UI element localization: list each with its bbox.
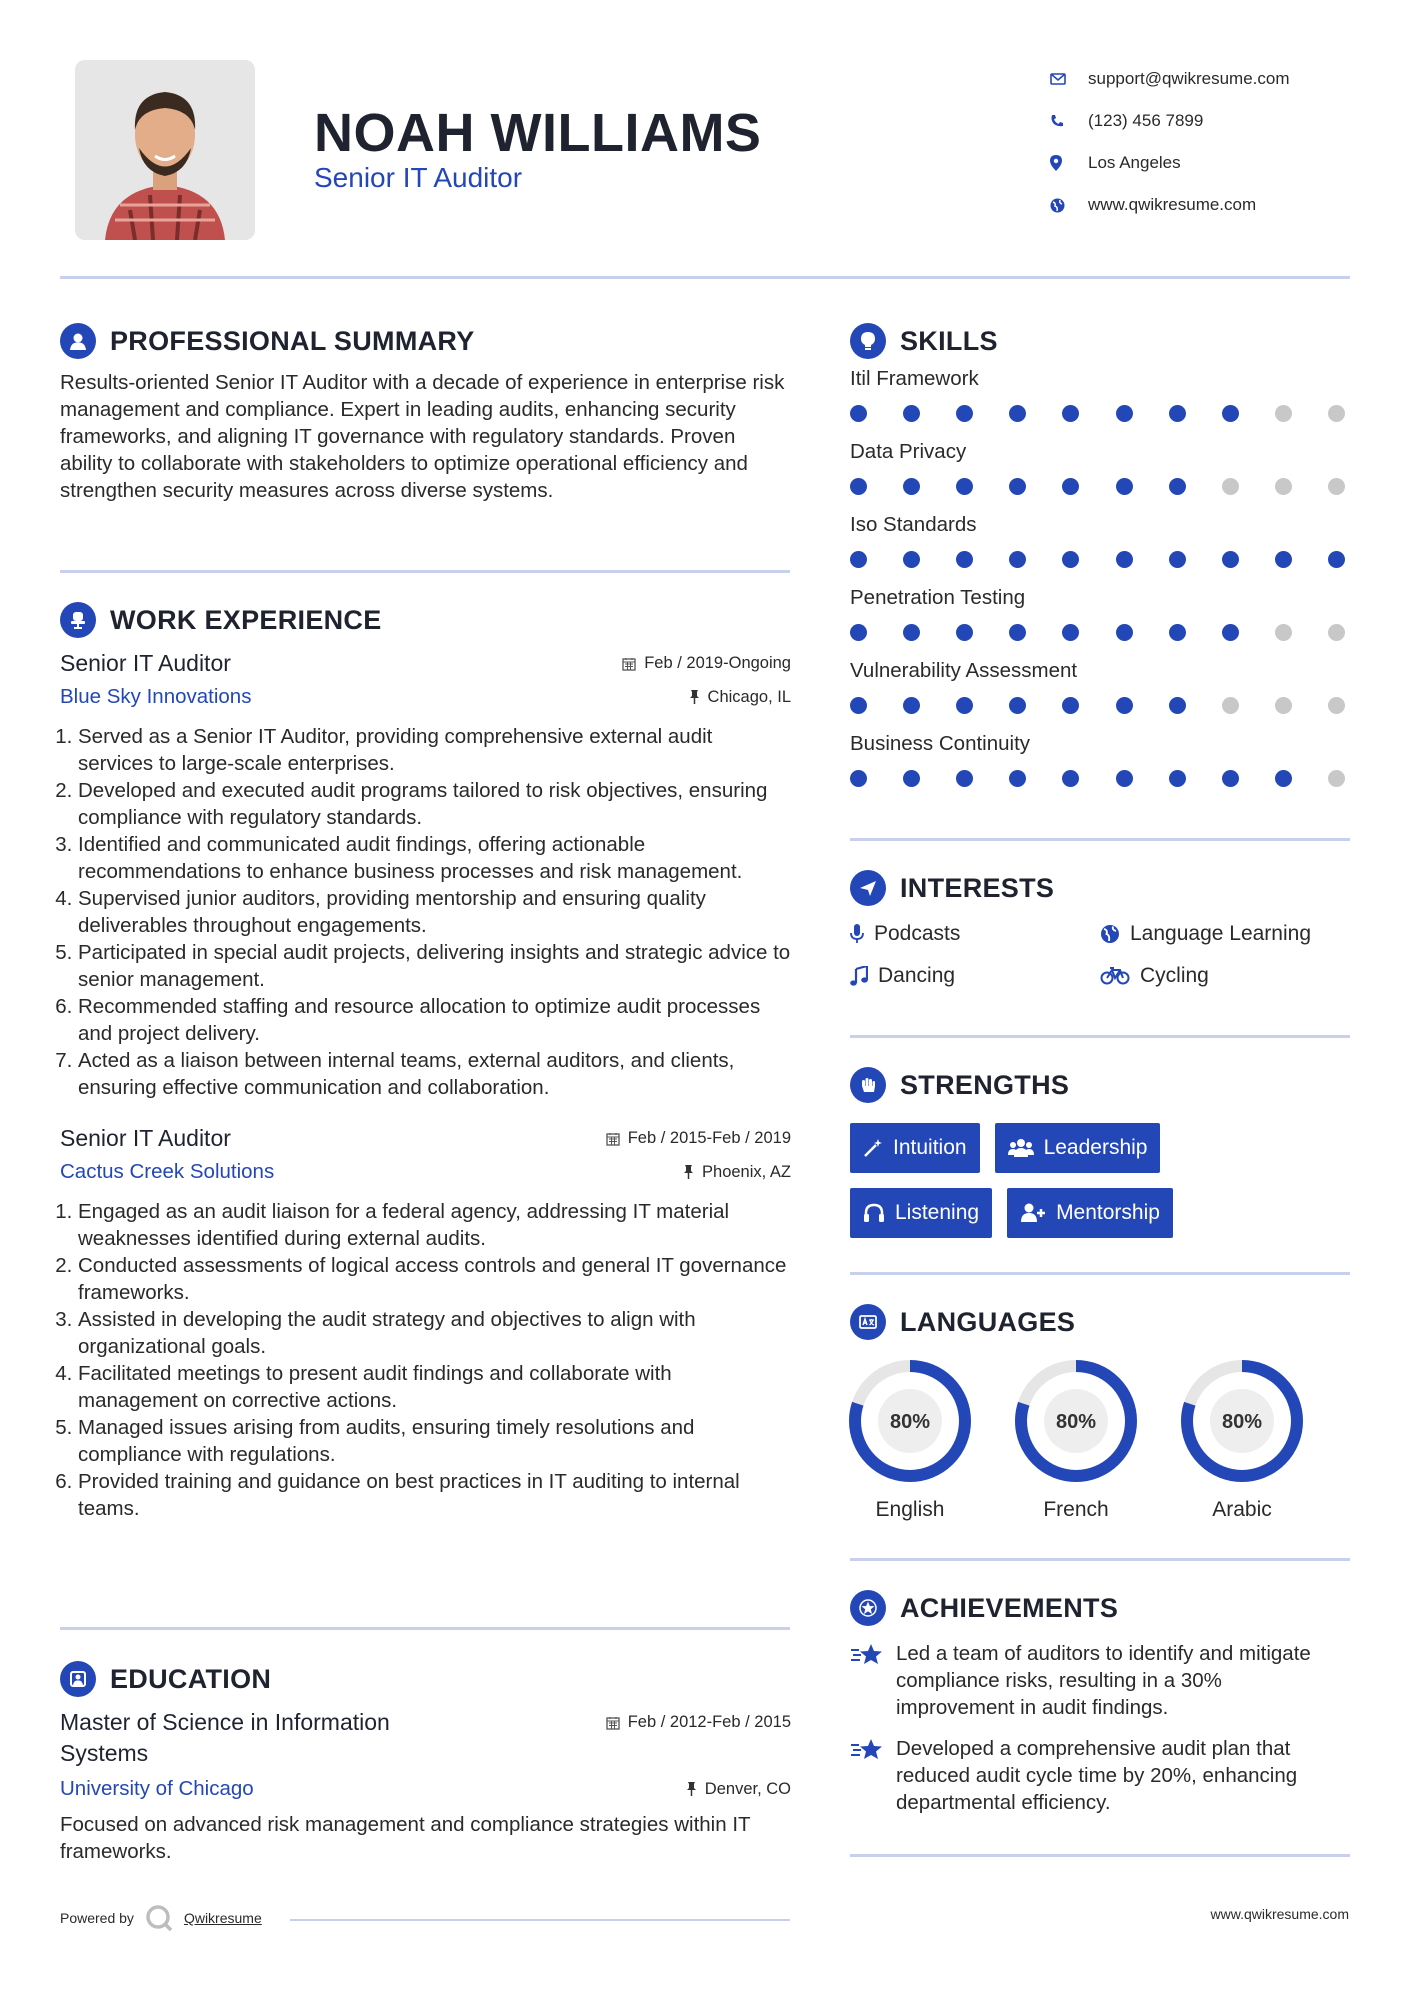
language-gauge bbox=[1179, 1358, 1305, 1484]
job-entry bbox=[60, 650, 791, 1101]
degree-name: Master of Science in Information Systems bbox=[60, 1709, 390, 1766]
achievement-text: Developed a comprehensive audit plan that reduced audit cycle time by 20%, enhancing departmental efficiency. bbox=[896, 1737, 1298, 1814]
experience-heading bbox=[60, 602, 791, 638]
rating-dot-filled bbox=[1062, 551, 1079, 568]
rating-dot-filled bbox=[903, 405, 920, 422]
achievements-divider bbox=[850, 1854, 1350, 1857]
rating-dot-filled bbox=[903, 624, 920, 641]
company-name: Blue Sky Innovations bbox=[60, 685, 252, 708]
summary-text: Results-oriented Senior IT Auditor with a decade of experience in enterprise risk management and compliance. Expert in leading audits, enhancing security frameworks, and aligning IT governance with regulatory standards. Proven ability to collaborate with stakeholders to optimize operational efficiency and strengthen security measures across diverse systems. bbox=[60, 371, 785, 502]
rating-dot-filled bbox=[1116, 551, 1133, 568]
rating-dot-filled bbox=[1116, 405, 1133, 422]
rating-dot-filled bbox=[1009, 697, 1026, 714]
job-location bbox=[689, 688, 791, 707]
list-item: 3. Assisted in developing the audit strategy and objectives to align with organizational goals. bbox=[78, 1306, 791, 1360]
job-location bbox=[683, 1163, 791, 1182]
strength-chip bbox=[995, 1123, 1161, 1173]
language-icon bbox=[850, 1304, 886, 1340]
summary-heading bbox=[60, 323, 790, 359]
rating-dot-filled bbox=[1116, 770, 1133, 787]
strengths-section bbox=[850, 1067, 1350, 1238]
rating-dot-filled bbox=[903, 697, 920, 714]
rating-dot-filled bbox=[850, 697, 867, 714]
rating-dot-filled bbox=[1116, 697, 1133, 714]
contact-website-text: www.qwikresume.com bbox=[1088, 195, 1257, 214]
globe-icon bbox=[1050, 198, 1088, 213]
map-marker-icon bbox=[1050, 155, 1088, 171]
skill-rating bbox=[850, 478, 1345, 495]
interest-label: Dancing bbox=[878, 964, 956, 987]
rating-dot-empty bbox=[1275, 624, 1292, 641]
language-name: French bbox=[1043, 1498, 1109, 1521]
rating-dot-filled bbox=[1062, 405, 1079, 422]
lightbulb-icon bbox=[850, 323, 886, 359]
rating-dot-filled bbox=[1222, 770, 1239, 787]
languages-list bbox=[845, 1358, 1350, 1522]
languages-divider bbox=[850, 1558, 1350, 1561]
skill-item bbox=[850, 586, 1350, 659]
rating-dot-filled bbox=[1009, 405, 1026, 422]
pushpin-icon bbox=[686, 1782, 697, 1796]
rating-dot-filled bbox=[1009, 478, 1026, 495]
job-title: Senior IT Auditor bbox=[60, 650, 231, 676]
contact-email-text: support@qwikresume.com bbox=[1088, 69, 1290, 88]
skills-list bbox=[850, 367, 1350, 805]
rating-dot-filled bbox=[1222, 624, 1239, 641]
rating-dot-empty bbox=[1222, 697, 1239, 714]
languages-heading bbox=[850, 1304, 1350, 1340]
rating-dot-empty bbox=[1275, 405, 1292, 422]
interest-item bbox=[1100, 964, 1350, 988]
interests-list bbox=[850, 922, 1350, 988]
bicycle-icon bbox=[1100, 967, 1130, 985]
rating-dot-filled bbox=[1222, 405, 1239, 422]
language-item bbox=[1177, 1358, 1307, 1522]
rating-dot-filled bbox=[956, 405, 973, 422]
list-item: 1. Engaged as an audit liaison for a federal agency, addressing IT material weaknesses identified during external audits. bbox=[78, 1198, 791, 1252]
rating-dot-filled bbox=[1009, 551, 1026, 568]
list-item: 3. Identified and communicated audit findings, offering actionable recommendations to enhance business processes and risk management. bbox=[78, 831, 791, 885]
rating-dot-filled bbox=[956, 624, 973, 641]
achievement-text: Led a team of auditors to identify and mitigate compliance risks, resulting in a 30% improvement in audit findings. bbox=[896, 1642, 1311, 1719]
list-item: 4. Supervised junior auditors, providing mentorship and ensuring quality deliverables throughout engagements. bbox=[78, 885, 791, 939]
rating-dot-filled bbox=[850, 478, 867, 495]
list-item: 6. Provided training and guidance on best practices in IT auditing to internal teams. bbox=[78, 1468, 791, 1522]
rating-dot-filled bbox=[1169, 624, 1186, 641]
interests-section bbox=[850, 870, 1350, 988]
contact-phone[interactable] bbox=[1050, 100, 1290, 142]
rating-dot-filled bbox=[903, 551, 920, 568]
achievement-item bbox=[850, 1735, 1350, 1816]
gauge-percent: 80% bbox=[1055, 1411, 1097, 1433]
strengths-divider bbox=[850, 1272, 1350, 1275]
strengths-title: STRENGTHS bbox=[900, 1069, 1070, 1100]
contact-email[interactable] bbox=[1050, 58, 1290, 100]
skill-item bbox=[850, 367, 1350, 440]
footer-powered-by bbox=[60, 1903, 262, 1933]
strengths-heading bbox=[850, 1067, 1350, 1103]
education-location bbox=[686, 1780, 791, 1799]
rating-dot-filled bbox=[956, 697, 973, 714]
language-gauge bbox=[847, 1358, 973, 1484]
strengths-row-2 bbox=[850, 1188, 1350, 1238]
magic-wand-icon bbox=[863, 1138, 883, 1158]
contact-list bbox=[1050, 58, 1290, 226]
rating-dot-empty bbox=[1328, 478, 1345, 495]
rating-dot-filled bbox=[1116, 478, 1133, 495]
skill-name: Data Privacy bbox=[850, 440, 967, 463]
skill-rating bbox=[850, 405, 1345, 422]
rating-dot-filled bbox=[1275, 770, 1292, 787]
microphone-icon bbox=[850, 924, 864, 944]
gauge-percent: 80% bbox=[1221, 1411, 1263, 1433]
skill-name: Business Continuity bbox=[850, 732, 1031, 755]
rating-dot-empty bbox=[1328, 405, 1345, 422]
work-experience-section bbox=[60, 602, 791, 1522]
header-divider bbox=[60, 276, 1350, 279]
strength-chip bbox=[850, 1188, 992, 1238]
achievement-item bbox=[850, 1640, 1350, 1721]
rating-dot-filled bbox=[1169, 697, 1186, 714]
rating-dot-filled bbox=[1062, 478, 1079, 495]
list-item: 5. Managed issues arising from audits, ensuring timely resolutions and compliance with regulations. bbox=[78, 1414, 791, 1468]
achievements-heading bbox=[850, 1590, 1350, 1626]
rating-dot-filled bbox=[1169, 770, 1186, 787]
rating-dot-filled bbox=[1328, 551, 1345, 568]
calendar-icon bbox=[622, 657, 636, 671]
skills-section bbox=[850, 323, 1350, 805]
summary-title: PROFESSIONAL SUMMARY bbox=[110, 325, 475, 356]
rating-dot-filled bbox=[850, 551, 867, 568]
rating-dot-empty bbox=[1328, 770, 1345, 787]
rating-dot-filled bbox=[1169, 405, 1186, 422]
skill-name: Iso Standards bbox=[850, 513, 977, 536]
calendar-icon bbox=[606, 1132, 620, 1146]
shooting-star-icon bbox=[850, 1642, 884, 1668]
footer-left-divider bbox=[290, 1919, 790, 1921]
pushpin-icon bbox=[689, 690, 700, 704]
skills-heading bbox=[850, 323, 1350, 359]
skill-rating bbox=[850, 551, 1345, 568]
user-icon bbox=[60, 323, 96, 359]
interest-label: Cycling bbox=[1140, 964, 1209, 987]
strength-label: Leadership bbox=[1043, 1136, 1148, 1159]
paper-plane-icon bbox=[850, 870, 886, 906]
list-item: 5. Participated in special audit projects, delivering insights and strategic advice to senior management. bbox=[78, 939, 791, 993]
contact-location bbox=[1050, 142, 1290, 184]
strength-label: Intuition bbox=[893, 1136, 967, 1159]
contact-location-text: Los Angeles bbox=[1088, 153, 1181, 172]
language-name: Arabic bbox=[1212, 1498, 1272, 1521]
candidate-title: Senior IT Auditor bbox=[314, 162, 523, 193]
strength-chip bbox=[1007, 1188, 1173, 1238]
interest-label: Podcasts bbox=[874, 922, 961, 945]
education-description: Focused on advanced risk management and compliance strategies within IT frameworks. bbox=[60, 1813, 751, 1863]
professional-summary-section bbox=[60, 323, 790, 504]
list-item: 7. Acted as a liaison between internal teams, external auditors, and clients, ensuring effective communication and collaboration. bbox=[78, 1047, 791, 1101]
strength-label: Listening bbox=[895, 1201, 980, 1224]
education-title: EDUCATION bbox=[110, 1663, 272, 1694]
strength-chip bbox=[850, 1123, 980, 1173]
avatar-illustration bbox=[75, 60, 255, 240]
language-item bbox=[1011, 1358, 1141, 1522]
company-name: Cactus Creek Solutions bbox=[60, 1160, 275, 1183]
rating-dot-filled bbox=[1116, 624, 1133, 641]
school-name: University of Chicago bbox=[60, 1777, 254, 1800]
skill-item bbox=[850, 659, 1350, 732]
education-section bbox=[60, 1661, 791, 1865]
rating-dot-filled bbox=[903, 478, 920, 495]
experience-divider bbox=[60, 1627, 790, 1630]
interests-heading bbox=[850, 870, 1350, 906]
languages-section bbox=[850, 1304, 1350, 1522]
job-entry bbox=[60, 1125, 791, 1522]
envelope-icon bbox=[1050, 73, 1088, 85]
rating-dot-empty bbox=[1275, 697, 1292, 714]
interest-label: Language Learning bbox=[1130, 922, 1312, 945]
rating-dot-filled bbox=[956, 551, 973, 568]
rating-dot-empty bbox=[1328, 624, 1345, 641]
strength-label: Mentorship bbox=[1056, 1201, 1160, 1224]
job-location-text: Phoenix, AZ bbox=[702, 1162, 791, 1181]
phone-icon bbox=[1050, 114, 1088, 128]
duties-list bbox=[60, 723, 791, 1101]
skill-rating bbox=[850, 770, 1345, 787]
rating-dot-empty bbox=[1222, 478, 1239, 495]
education-dates bbox=[606, 1713, 791, 1732]
rating-dot-filled bbox=[1062, 697, 1079, 714]
job-location-text: Chicago, IL bbox=[707, 687, 791, 706]
graduate-icon bbox=[60, 1661, 96, 1697]
rating-dot-filled bbox=[956, 770, 973, 787]
achievements-section bbox=[850, 1590, 1350, 1816]
rating-dot-filled bbox=[1009, 624, 1026, 641]
interest-item bbox=[850, 922, 1100, 946]
gauge-percent: 80% bbox=[889, 1411, 931, 1433]
shooting-star-icon bbox=[850, 1737, 884, 1763]
footer-url[interactable]: www.qwikresume.com bbox=[1210, 1906, 1349, 1922]
interests-title: INTERESTS bbox=[900, 872, 1055, 903]
powered-by-label: Powered by bbox=[60, 1910, 134, 1926]
users-icon bbox=[1008, 1138, 1034, 1158]
list-item: 2. Conducted assessments of logical access controls and general IT governance frameworks. bbox=[78, 1252, 791, 1306]
skill-rating bbox=[850, 624, 1345, 641]
job-dates-text: Feb / 2019-Ongoing bbox=[644, 654, 791, 672]
skills-title: SKILLS bbox=[900, 325, 998, 356]
skill-rating bbox=[850, 697, 1345, 714]
list-item: 1. Served as a Senior IT Auditor, providing comprehensive external audit services to large-scale enterprises. bbox=[78, 723, 791, 777]
pushpin-icon bbox=[683, 1165, 694, 1179]
skill-item bbox=[850, 732, 1350, 805]
skill-name: Itil Framework bbox=[850, 367, 979, 390]
rating-dot-filled bbox=[850, 405, 867, 422]
rating-dot-filled bbox=[1169, 478, 1186, 495]
rating-dot-filled bbox=[1275, 551, 1292, 568]
calendar-icon bbox=[606, 1716, 620, 1730]
music-icon bbox=[850, 966, 868, 986]
interest-item bbox=[1100, 922, 1350, 946]
globe-icon bbox=[1100, 924, 1120, 944]
language-item bbox=[845, 1358, 975, 1522]
fist-icon bbox=[850, 1067, 886, 1103]
rating-dot-filled bbox=[850, 770, 867, 787]
job-title: Senior IT Auditor bbox=[60, 1125, 231, 1151]
interest-item bbox=[850, 964, 1100, 988]
education-dates-text: Feb / 2012-Feb / 2015 bbox=[627, 1713, 791, 1731]
list-item: 6. Recommended staffing and resource allocation to optimize audit processes and project delivery. bbox=[78, 993, 791, 1047]
interests-divider bbox=[850, 1035, 1350, 1038]
contact-website[interactable] bbox=[1050, 184, 1290, 226]
qwikresume-logo-icon bbox=[144, 1903, 174, 1933]
list-item: 2. Developed and executed audit programs tailored to risk objectives, ensuring compliance with regulatory standards. bbox=[78, 777, 791, 831]
strengths-row-1 bbox=[850, 1123, 1350, 1173]
summary-divider bbox=[60, 570, 790, 573]
rating-dot-filled bbox=[1009, 770, 1026, 787]
star-badge-icon bbox=[850, 1590, 886, 1626]
contact-phone-text: (123) 456 7899 bbox=[1088, 111, 1204, 130]
rating-dot-empty bbox=[1328, 697, 1345, 714]
briefcase-chair-icon bbox=[60, 602, 96, 638]
experience-title: WORK EXPERIENCE bbox=[110, 604, 382, 635]
skill-name: Penetration Testing bbox=[850, 586, 1026, 609]
user-plus-icon bbox=[1020, 1203, 1046, 1223]
rating-dot-empty bbox=[1275, 478, 1292, 495]
profile-photo bbox=[75, 60, 255, 240]
languages-title: LANGUAGES bbox=[900, 1306, 1076, 1337]
achievements-list bbox=[850, 1640, 1350, 1816]
education-heading bbox=[60, 1661, 791, 1697]
skills-divider bbox=[850, 838, 1350, 841]
rating-dot-filled bbox=[903, 770, 920, 787]
rating-dot-filled bbox=[956, 478, 973, 495]
language-name: English bbox=[875, 1498, 945, 1521]
qwikresume-link[interactable]: Qwikresume bbox=[183, 1910, 262, 1926]
headphones-icon bbox=[863, 1203, 885, 1223]
education-location-text: Denver, CO bbox=[704, 1779, 791, 1798]
job-dates-text: Feb / 2015-Feb / 2019 bbox=[627, 1129, 791, 1147]
job-dates bbox=[606, 1129, 791, 1148]
list-item: 4. Facilitated meetings to present audit findings and collaborate with management on corrective actions. bbox=[78, 1360, 791, 1414]
achievements-title: ACHIEVEMENTS bbox=[900, 1592, 1119, 1623]
skill-name: Vulnerability Assessment bbox=[850, 659, 1078, 682]
rating-dot-filled bbox=[1222, 551, 1239, 568]
language-gauge bbox=[1013, 1358, 1139, 1484]
duties-list bbox=[60, 1198, 791, 1522]
job-dates bbox=[622, 654, 791, 673]
skill-item bbox=[850, 440, 1350, 513]
rating-dot-filled bbox=[850, 624, 867, 641]
candidate-name: NOAH WILLIAMS bbox=[314, 103, 762, 163]
rating-dot-filled bbox=[1062, 770, 1079, 787]
rating-dot-filled bbox=[1169, 551, 1186, 568]
rating-dot-filled bbox=[1062, 624, 1079, 641]
skill-item bbox=[850, 513, 1350, 586]
